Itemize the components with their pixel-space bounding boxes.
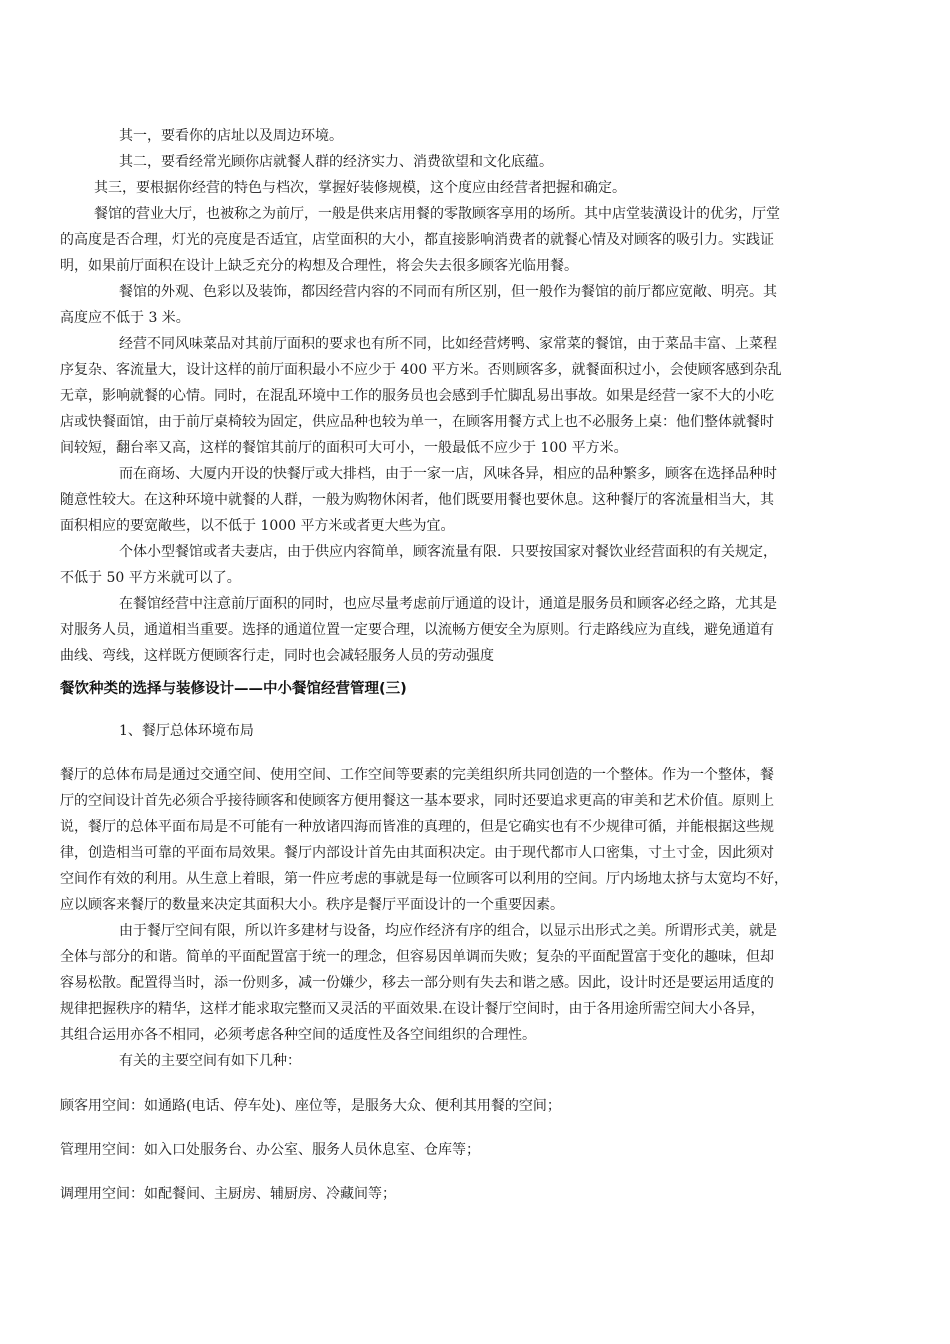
paragraph-line: 其二，要看经常光顾你店就餐人群的经济实力、消费欲望和文化底蕴。 xyxy=(119,154,553,170)
paragraph-line: 随意性较大。在这种环境中就餐的人群，一般为购物休闲者，他们既要用餐也要休息。这种餐厅的客流量相当大，其 xyxy=(60,492,774,508)
paragraph-line: 由于餐厅空间有限，所以许多建材与设备，均应作经济有序的组合，以显示出形式之美。所谓形式美，就是 xyxy=(119,923,777,939)
paragraph-line: 其一，要看你的店址以及周边环境。 xyxy=(119,128,343,144)
paragraph-line: 应以顾客来餐厅的数量来决定其面积大小。秩序是餐厅平面设计的一个重要因素。 xyxy=(60,897,564,913)
paragraph-line: 餐馆的营业大厅，也被称之为前厅，一般是供来店用餐的零散顾客享用的场所。其中店堂装潢设计的优劣，厅堂 xyxy=(94,206,780,222)
paragraph-line: 规律把握秩序的精华，这样才能求取完整而又灵活的平面效果.在设计餐厅空间时，由于各用途所需空间大小各异， xyxy=(60,1001,765,1017)
list-item: 调理用空间：如配餐间、主厨房、辅厨房、冷藏间等； xyxy=(60,1186,396,1202)
list-item: 顾客用空间：如通路(电话、停车处)、座位等，是服务大众、便利其用餐的空间； xyxy=(60,1098,561,1114)
list-item: 管理用空间：如入口处服务台、办公室、服务人员休息室、仓库等； xyxy=(60,1142,480,1158)
paragraph-line: 律，创造相当可靠的平面布局效果。餐厅内部设计首先由其面积决定。由于现代都市人口密集，寸土寸金，因此须对 xyxy=(60,845,774,861)
paragraph-line: 无章，影响就餐的心情。同时，在混乱环境中工作的服务员也会感到手忙脚乱易出事故。如果是经营一家不大的小吃 xyxy=(60,388,774,404)
paragraph-line: 的高度是否合理，灯光的亮度是否适宜，店堂面积的大小，都直接影响消费者的就餐心情及对顾客的吸引力。实践证 xyxy=(60,232,774,248)
paragraph-line: 餐厅的总体布局是通过交通空间、使用空间、工作空间等要素的完美组织所共同创造的一个整体。作为一个整体，餐 xyxy=(60,767,774,783)
paragraph-line: 面积相应的要宽敞些，以不低于 1000 平方米或者更大些为宜。 xyxy=(60,518,455,534)
paragraph-line: 高度应不低于 3 米。 xyxy=(60,310,190,326)
paragraph-line: 个体小型餐馆或者夫妻店，由于供应内容简单，顾客流量有限．只要按国家对餐饮业经营面积的有关规定， xyxy=(119,544,777,560)
paragraph-line: 说，餐厅的总体平面布局是不可能有一种放诸四海而皆准的真理的，但是它确实也有不少规律可循，并能根据这些规 xyxy=(60,819,774,835)
section-heading: 餐饮种类的选择与装修设计——中小餐馆经营管理(三) xyxy=(60,681,407,697)
paragraph-line: 其组合运用亦各不相同，必须考虑各种空间的适度性及各空间组织的合理性。 xyxy=(60,1027,536,1043)
paragraph-line: 在餐馆经营中注意前厅面积的同时，也应尽量考虑前厅通道的设计，通道是服务员和顾客必经之路，尤其是 xyxy=(119,596,777,612)
subsection-heading: 1、餐厅总体环境布局 xyxy=(119,723,254,739)
paragraph-line: 而在商场、大厦内开设的快餐厅或大排档，由于一家一店，风味各异，相应的品种繁多，顾客在选择品种时 xyxy=(119,466,777,482)
paragraph-line: 有关的主要空间有如下几种： xyxy=(119,1053,301,1069)
paragraph-line: 曲线、弯线，这样既方便顾客行走，同时也会减轻服务人员的劳动强度 xyxy=(60,648,494,664)
paragraph-line: 明，如果前厅面积在设计上缺乏充分的构想及合理性，将会失去很多顾客光临用餐。 xyxy=(60,258,578,274)
paragraph-line: 不低于 50 平方米就可以了。 xyxy=(60,570,241,586)
paragraph-line: 经营不同风味菜品对其前厅面积的要求也有所不同，比如经营烤鸭、家常菜的餐馆，由于菜品丰富、上菜程 xyxy=(119,336,777,352)
paragraph-line: 空间作有效的利用。从生意上着眼，第一件应考虑的事就是每一位顾客可以利用的空间。厅内场地太挤与太宽均不好， xyxy=(60,871,788,887)
paragraph-line: 间较短，翻台率又高，这样的餐馆其前厅的面积可大可小，一般最低不应少于 100 平方米。 xyxy=(60,440,628,456)
paragraph-line: 对服务人员，通道相当重要。选择的通道位置一定要合理，以流畅方便安全为原则。行走路线应为直线，避免通道有 xyxy=(60,622,774,638)
paragraph-line: 店或快餐面馆，由于前厅桌椅较为固定，供应品种也较为单一，在顾客用餐方式上也不必服务上桌：他们整体就餐时 xyxy=(60,414,774,430)
paragraph-line: 餐馆的外观、色彩以及装饰，都因经营内容的不同而有所区别，但一般作为餐馆的前厅都应宽敞、明亮。其 xyxy=(119,284,777,300)
paragraph-line: 容易松散。配置得当时，添一份则多，减一份嫌少，移去一部分则有失去和谐之感。因此，设计时还是要运用适度的 xyxy=(60,975,774,991)
paragraph-line: 全体与部分的和谐。简单的平面配置富于统一的理念，但容易因单调而失败；复杂的平面配置富于变化的趣味，但却 xyxy=(60,949,774,965)
paragraph-line: 厅的空间设计首先必须合乎接待顾客和使顾客方便用餐这一基本要求，同时还要追求更高的审美和艺术价值。原则上 xyxy=(60,793,774,809)
paragraph-line: 其三，要根据你经营的特色与档次，掌握好装修规模，这个度应由经营者把握和确定。 xyxy=(94,180,626,196)
paragraph-line: 序复杂、客流量大，设计这样的前厅面积最小不应少于 400 平方米。否则顾客多，就餐面积过小，会使顾客感到杂乱 xyxy=(60,362,782,378)
